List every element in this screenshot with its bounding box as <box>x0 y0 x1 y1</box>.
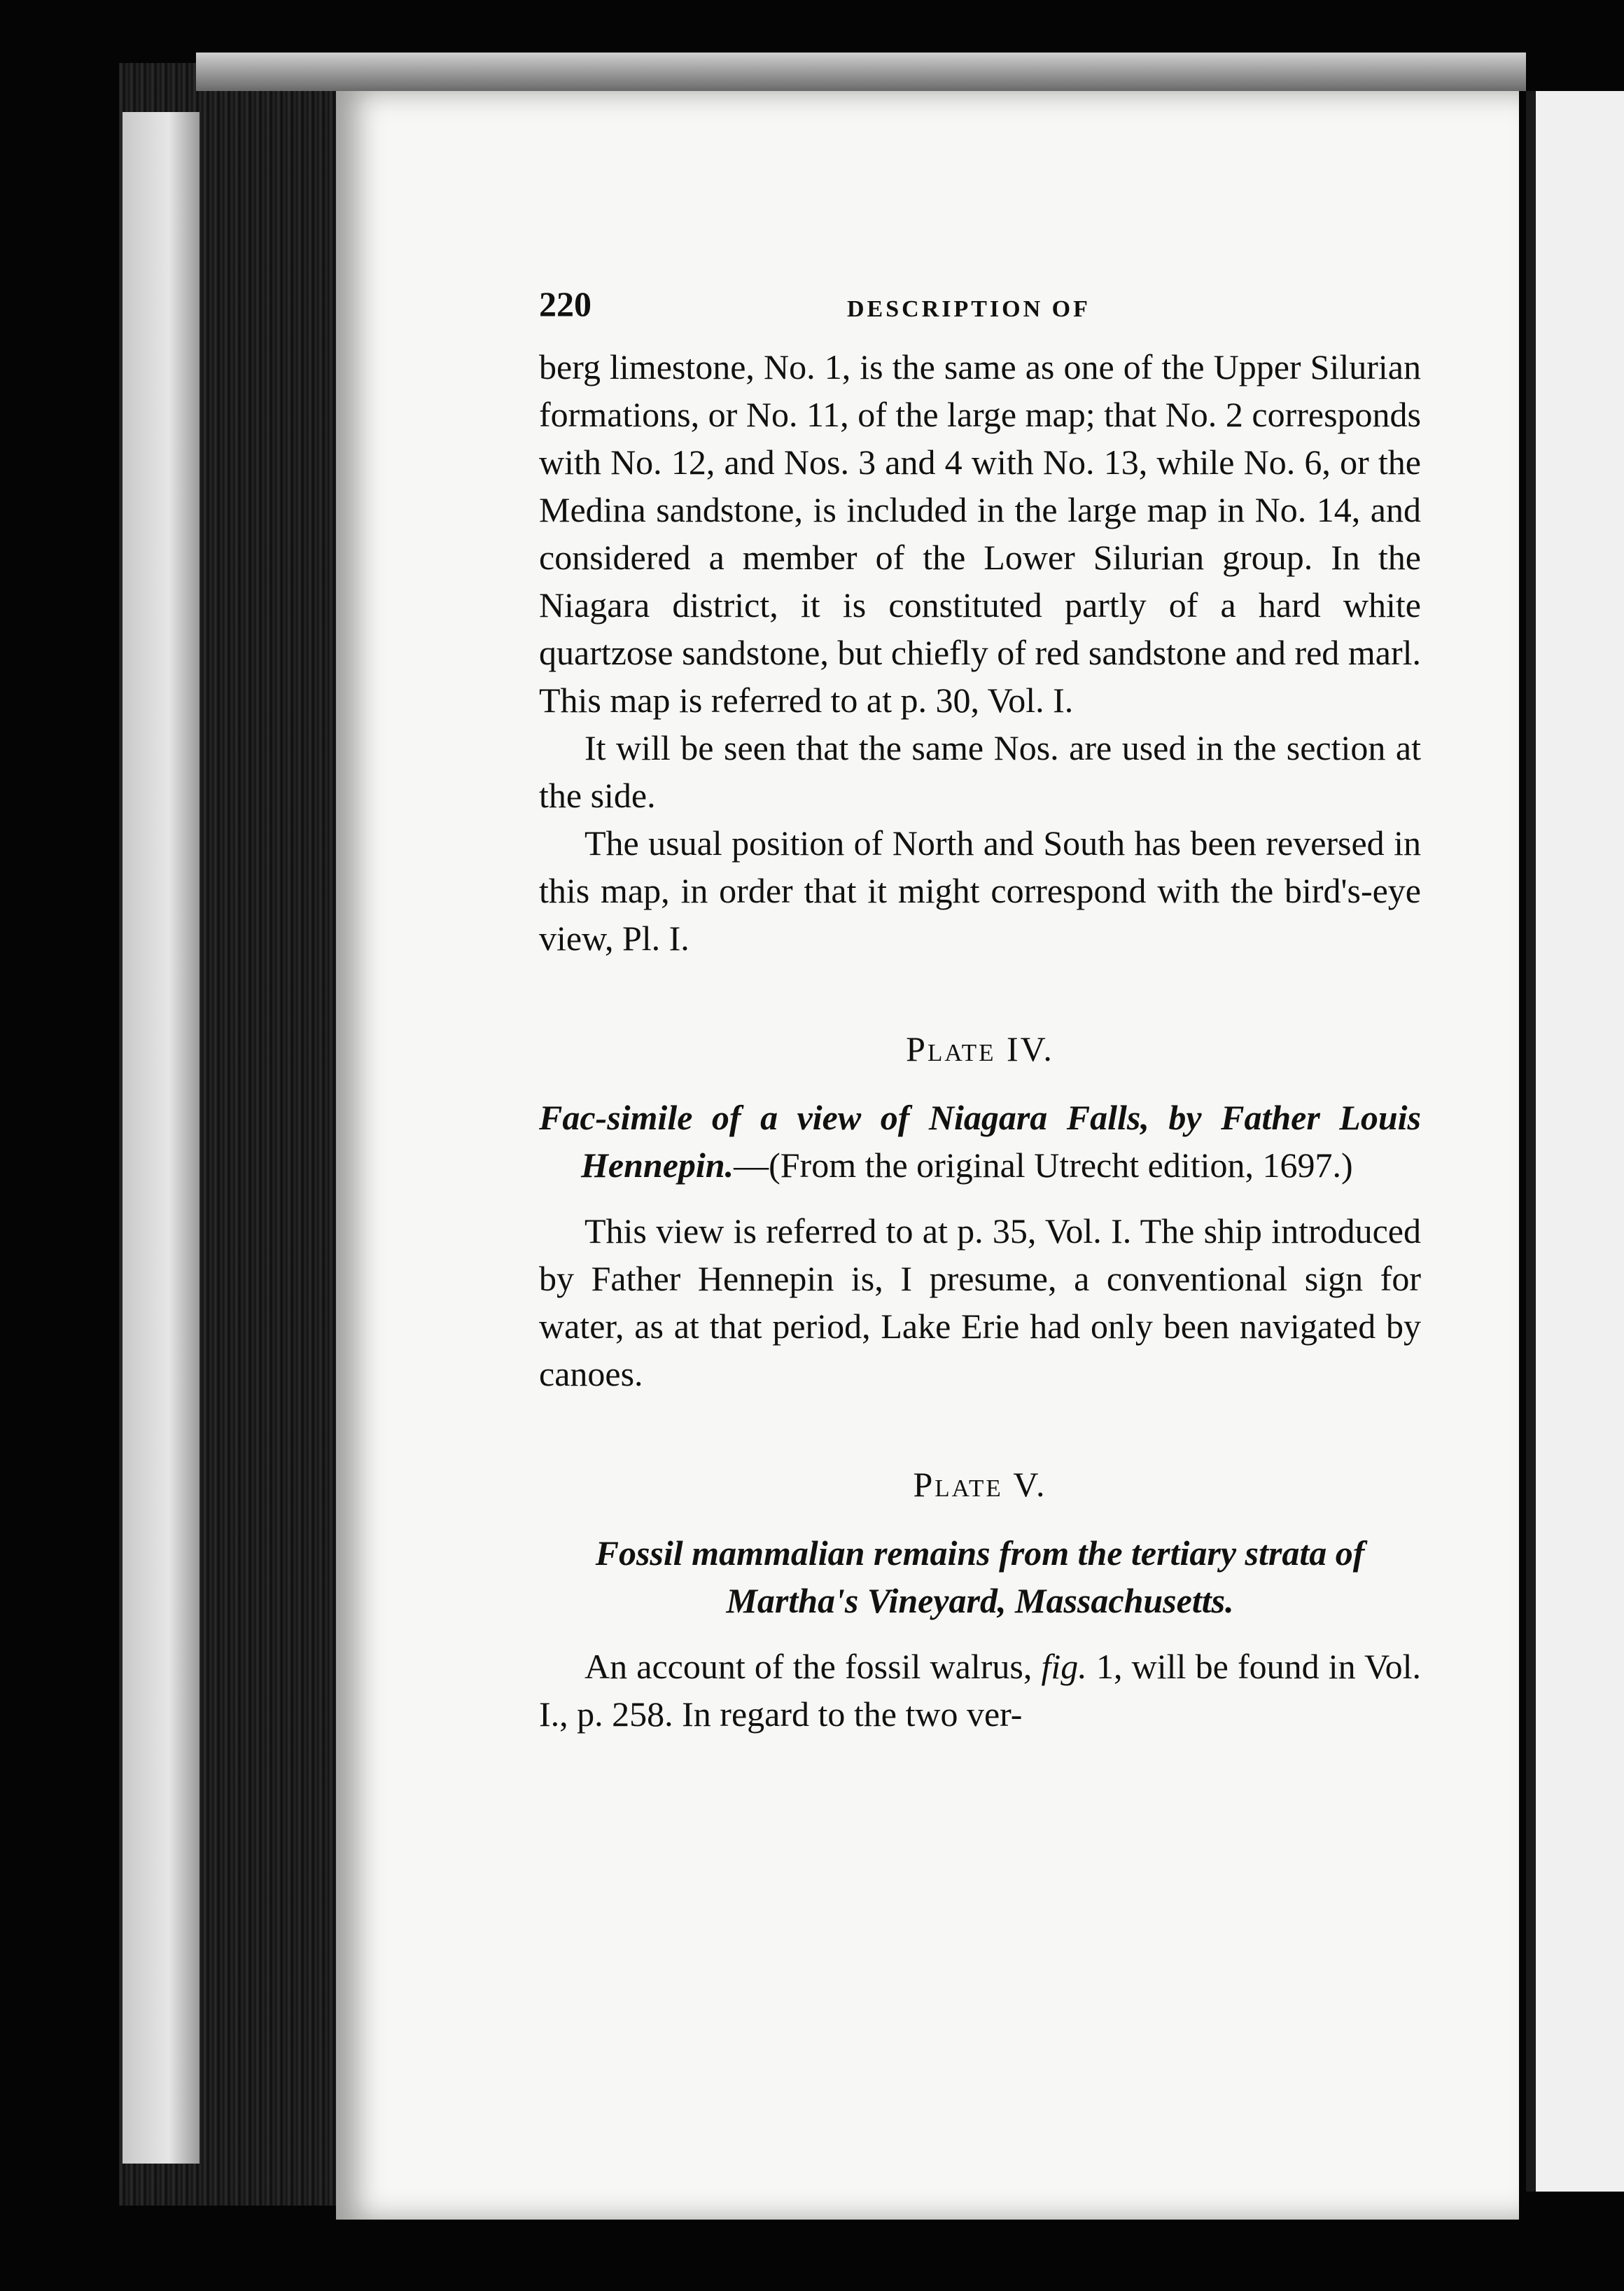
facing-page <box>1526 91 1624 2192</box>
paragraph-2: It will be seen that the same Nos. are used in the section at the side. <box>539 728 1421 815</box>
plate-iv-caption-source: —(From the original Utrecht edition, 1697.) <box>734 1146 1353 1185</box>
plate-v-fig-ref: fig. <box>1041 1647 1087 1686</box>
plate-iv-heading: Plate IV. <box>906 1029 1054 1068</box>
page-number: 220 <box>539 284 592 323</box>
plate-iv-caption <box>539 1094 1421 1189</box>
paragraph-3: The usual position of North and South has been reversed in this map, in order that it might correspond with the bird's-eye view, Pl. I. <box>539 823 1421 958</box>
plate-v-text-end: 1, will be found in Vol. I., p. 258. In regard to the two ver- <box>539 1647 1421 1734</box>
page-paper <box>336 91 1519 2220</box>
running-head <box>539 280 1421 343</box>
book-left-edge <box>122 112 200 2164</box>
running-title: DESCRIPTION OF <box>847 296 1091 322</box>
plate-v-caption: Fossil mammalian remains from the tertiary strata of Martha's Vineyard, Massachusetts. <box>595 1533 1365 1620</box>
plate-v-text-start: An account of the fossil walrus, <box>584 1647 1042 1686</box>
plate-v-heading: Plate V. <box>913 1465 1047 1504</box>
book-top-edge <box>196 53 1526 91</box>
plate-v-text <box>539 1643 1421 1738</box>
plate-iv-caption-title: Fac-simile of a view of Niagara Falls, by Father Louis Hennepin. <box>539 1098 1421 1185</box>
plate-iv-text: This view is referred to at p. 35, Vol. I. The ship introduced by Father Hennepin is, I presume, a conventional sign for water, as at that period, Lake Erie had only been navigated by canoes. <box>539 1211 1421 1393</box>
text-block <box>539 280 1421 1738</box>
paragraph-1: berg limestone, No. 1, is the same as one of the Upper Silurian formations, or No. 11, of the large map; that No. 2 corresponds with No. 12, and Nos. 3 and 4 with No. 13, while No. 6, or the Medina sandstone, is included in the large map in No. 14, and considered a member of the Lower Silurian group. In the Niagara district, it is constituted partly of a hard white quartzose sandstone, but chiefly of red sandstone and red marl. This map is referred to at p. 30, Vol. I. <box>539 347 1421 720</box>
